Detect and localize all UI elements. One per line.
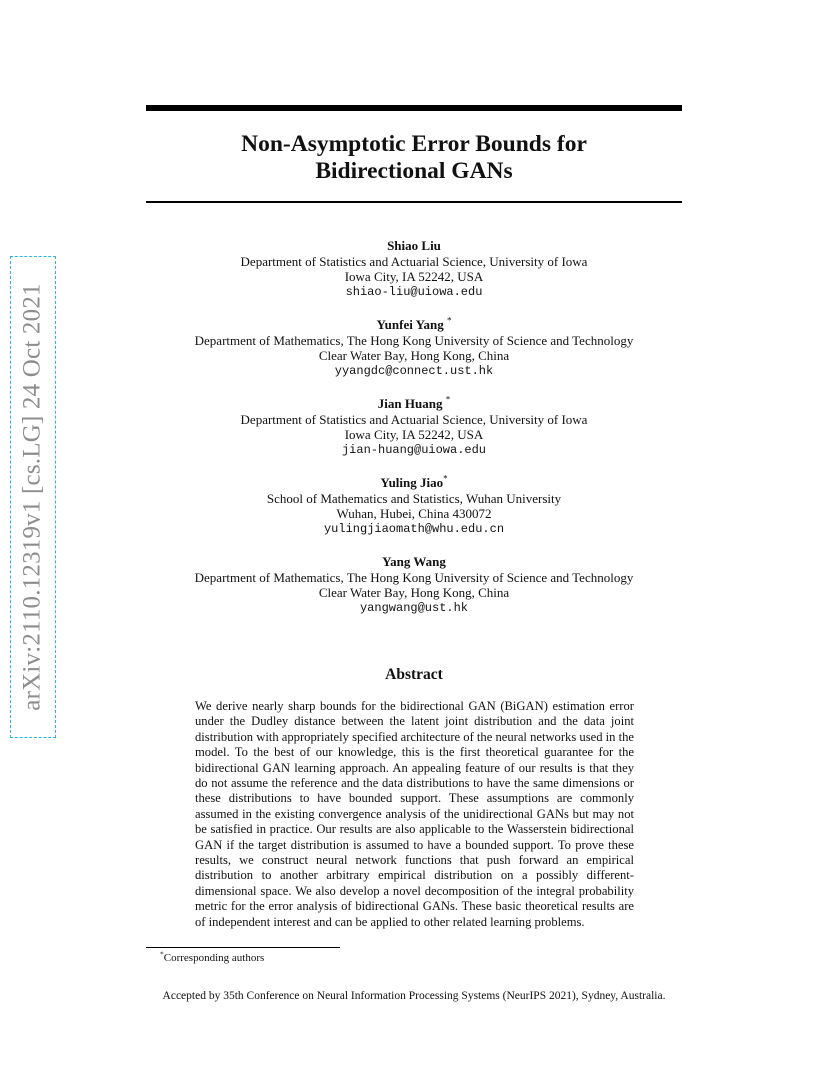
author-block (146, 475, 682, 537)
author-mark: * (447, 315, 452, 326)
author-name: Jian Huang (377, 396, 443, 411)
author-name: Yuling Jiao (380, 475, 444, 490)
arxiv-side-stamp (10, 256, 56, 738)
author-name: Shiao Liu (387, 238, 441, 253)
author-name: Yang Wang (382, 554, 446, 569)
author-mark: * (443, 473, 448, 484)
author-address: Iowa City, IA 52242, USA (344, 427, 484, 442)
author-affiliation: Department of Statistics and Actuarial Science, University of Iowa (240, 411, 588, 427)
footnote-rule (146, 947, 340, 948)
footnote (160, 949, 265, 965)
title-line-1: Non-Asymptotic Error Bounds for (241, 131, 587, 157)
author-email: jian-huang@uiowa.edu (341, 442, 487, 457)
abstract-text: We derive nearly sharp bounds for the bidirectional GAN (BiGAN) estimation error under the Dudley distance between the latent joint distribution and the data joint distribution with appropriately specified architecture of the neural networks used in the model. To the best of our knowledge, this is the first theoretical guarantee for the bidirectional GAN learning approach. An appealing feature of our results is that they do not assume the reference and the data distributions to have the same dimensions or these distributions to have bounded support. These assumptions are commonly assumed in the existing convergence analysis of the unidirectional GANs but may not be satisfied in practice. Our results are also applicable to the Wasserstein bidirectional GAN if the target distribution is assumed to have a bounded support. To prove these results, we construct neural network functions that push forward an empirical distribution to another arbitrary empirical distribution on a possibly different-dimensional space. We also develop a novel decomposition of the integral probability metric for the error analysis of bidirectional GANs. These basic theoretical results are of independent interest and can be applied to other related learning problems. (195, 699, 634, 929)
author-affiliation: Department of Mathematics, The Hong Kong University of Science and Technology (194, 569, 634, 585)
author-address: Clear Water Bay, Hong Kong, China (318, 348, 510, 363)
author-email: shiao-liu@uiowa.edu (345, 284, 483, 299)
author-address: Clear Water Bay, Hong Kong, China (318, 585, 510, 600)
title-top-rule (146, 105, 682, 111)
author-email: yulingjiaomath@whu.edu.cn (323, 521, 505, 536)
paper-title (146, 131, 682, 185)
author-list (146, 238, 682, 633)
footnote-text: Corresponding authors (163, 952, 265, 964)
author-block (146, 238, 682, 300)
arxiv-id-text: arXiv:2110.12319v1 [cs.LG] 24 Oct 2021 (19, 283, 46, 711)
venue-notice: Accepted by 35th Conference on Neural Information Processing Systems (NeurIPS 2021), Sydney, Australia. (162, 990, 666, 1002)
author-address: Wuhan, Hubei, China 430072 (336, 506, 492, 521)
author-block (146, 554, 682, 616)
author-name: Yunfei Yang (376, 317, 444, 332)
author-block (146, 317, 682, 379)
author-affiliation: School of Mathematics and Statistics, Wuhan University (266, 490, 562, 506)
title-bottom-rule (146, 201, 682, 203)
abstract-heading: Abstract (385, 666, 443, 683)
author-affiliation: Department of Mathematics, The Hong Kong University of Science and Technology (194, 332, 634, 348)
author-address: Iowa City, IA 52242, USA (344, 269, 484, 284)
author-affiliation: Department of Statistics and Actuarial Science, University of Iowa (240, 253, 588, 269)
author-mark: * (445, 394, 451, 405)
author-email: yangwang@ust.hk (359, 600, 469, 615)
author-email: yyangdc@connect.ust.hk (334, 363, 494, 378)
footnote-mark: * (160, 949, 164, 959)
author-block (146, 396, 682, 458)
title-line-2: Bidirectional GANs (315, 158, 513, 184)
